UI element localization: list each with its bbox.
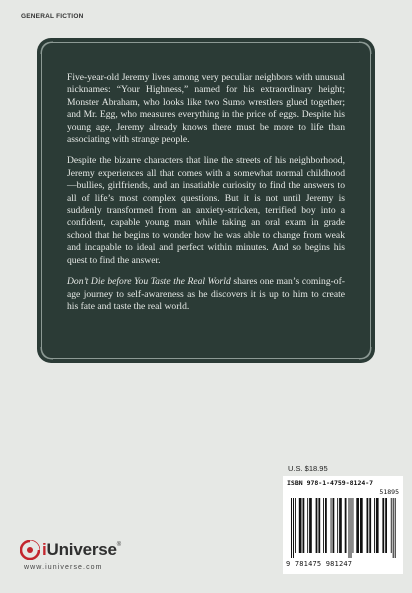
- corner-ornament-icon: [358, 41, 372, 55]
- publisher-name-i: i: [42, 540, 47, 559]
- blurb-paragraph-3: [67, 276, 345, 313]
- ean-digits: 9 781475 981247: [286, 560, 353, 568]
- registered-mark: ®: [116, 542, 122, 548]
- blurb-paragraph-3-rest: shares one man’s coming-of-age journey to self-awareness as he discovers it is up to him to create his fate and taste the real world.: [67, 276, 345, 312]
- publisher-url: www.iuniverse.com: [24, 564, 103, 571]
- isbn-label: ISBN 978-1-4759-8124-7: [287, 479, 374, 487]
- blurb-paragraph-1: Five-year-old Jeremy lives among very peculiar neighbors with unusual nicknames: “Your Highness,” named for his extraordinary height; Monster Abraham, who looks like two Sumo wrestlers glued together; and Mr. Egg, who measures everything in the price of eggs. Despite his young age, Jeremy already knows there must be more to life than associating with strange people.: [67, 72, 345, 146]
- genre-label: GENERAL FICTION: [21, 13, 84, 20]
- blurb-panel: [37, 38, 375, 363]
- publisher-name-rest: Universe: [46, 540, 117, 559]
- barcode-bars: [289, 498, 397, 558]
- publisher-name: [42, 540, 117, 560]
- corner-ornament-icon: [358, 346, 372, 360]
- iuniverse-swirl-icon: [20, 540, 40, 560]
- blurb-text: [67, 72, 345, 322]
- barcode: [283, 476, 403, 574]
- blurb-paragraph-2: Despite the bizarre characters that line the streets of his neighborhood, Jeremy experiences all that comes with a somewhat normal childhood—bullies, girlfriends, and an insatiable curiosity to find the answers to all of life’s most complex questions. But it is not until Jeremy is suddenly transformed from an anxiety-stricken, terrified boy into a confident, capable young man while taking an oral exam in grade school that he begins to wonder how he was able to change from weak and incapable to ideal and perfect within minutes. And so begins his quest to find the answer.: [67, 155, 345, 266]
- price-label: U.S. $18.95: [288, 464, 328, 473]
- corner-ornament-icon: [40, 41, 54, 55]
- price-code: 51895: [379, 488, 399, 496]
- book-title: Don’t Die before You Taste the Real World: [67, 276, 231, 288]
- corner-ornament-icon: [40, 346, 54, 360]
- publisher-logo: [20, 539, 121, 561]
- price-block: [288, 464, 403, 476]
